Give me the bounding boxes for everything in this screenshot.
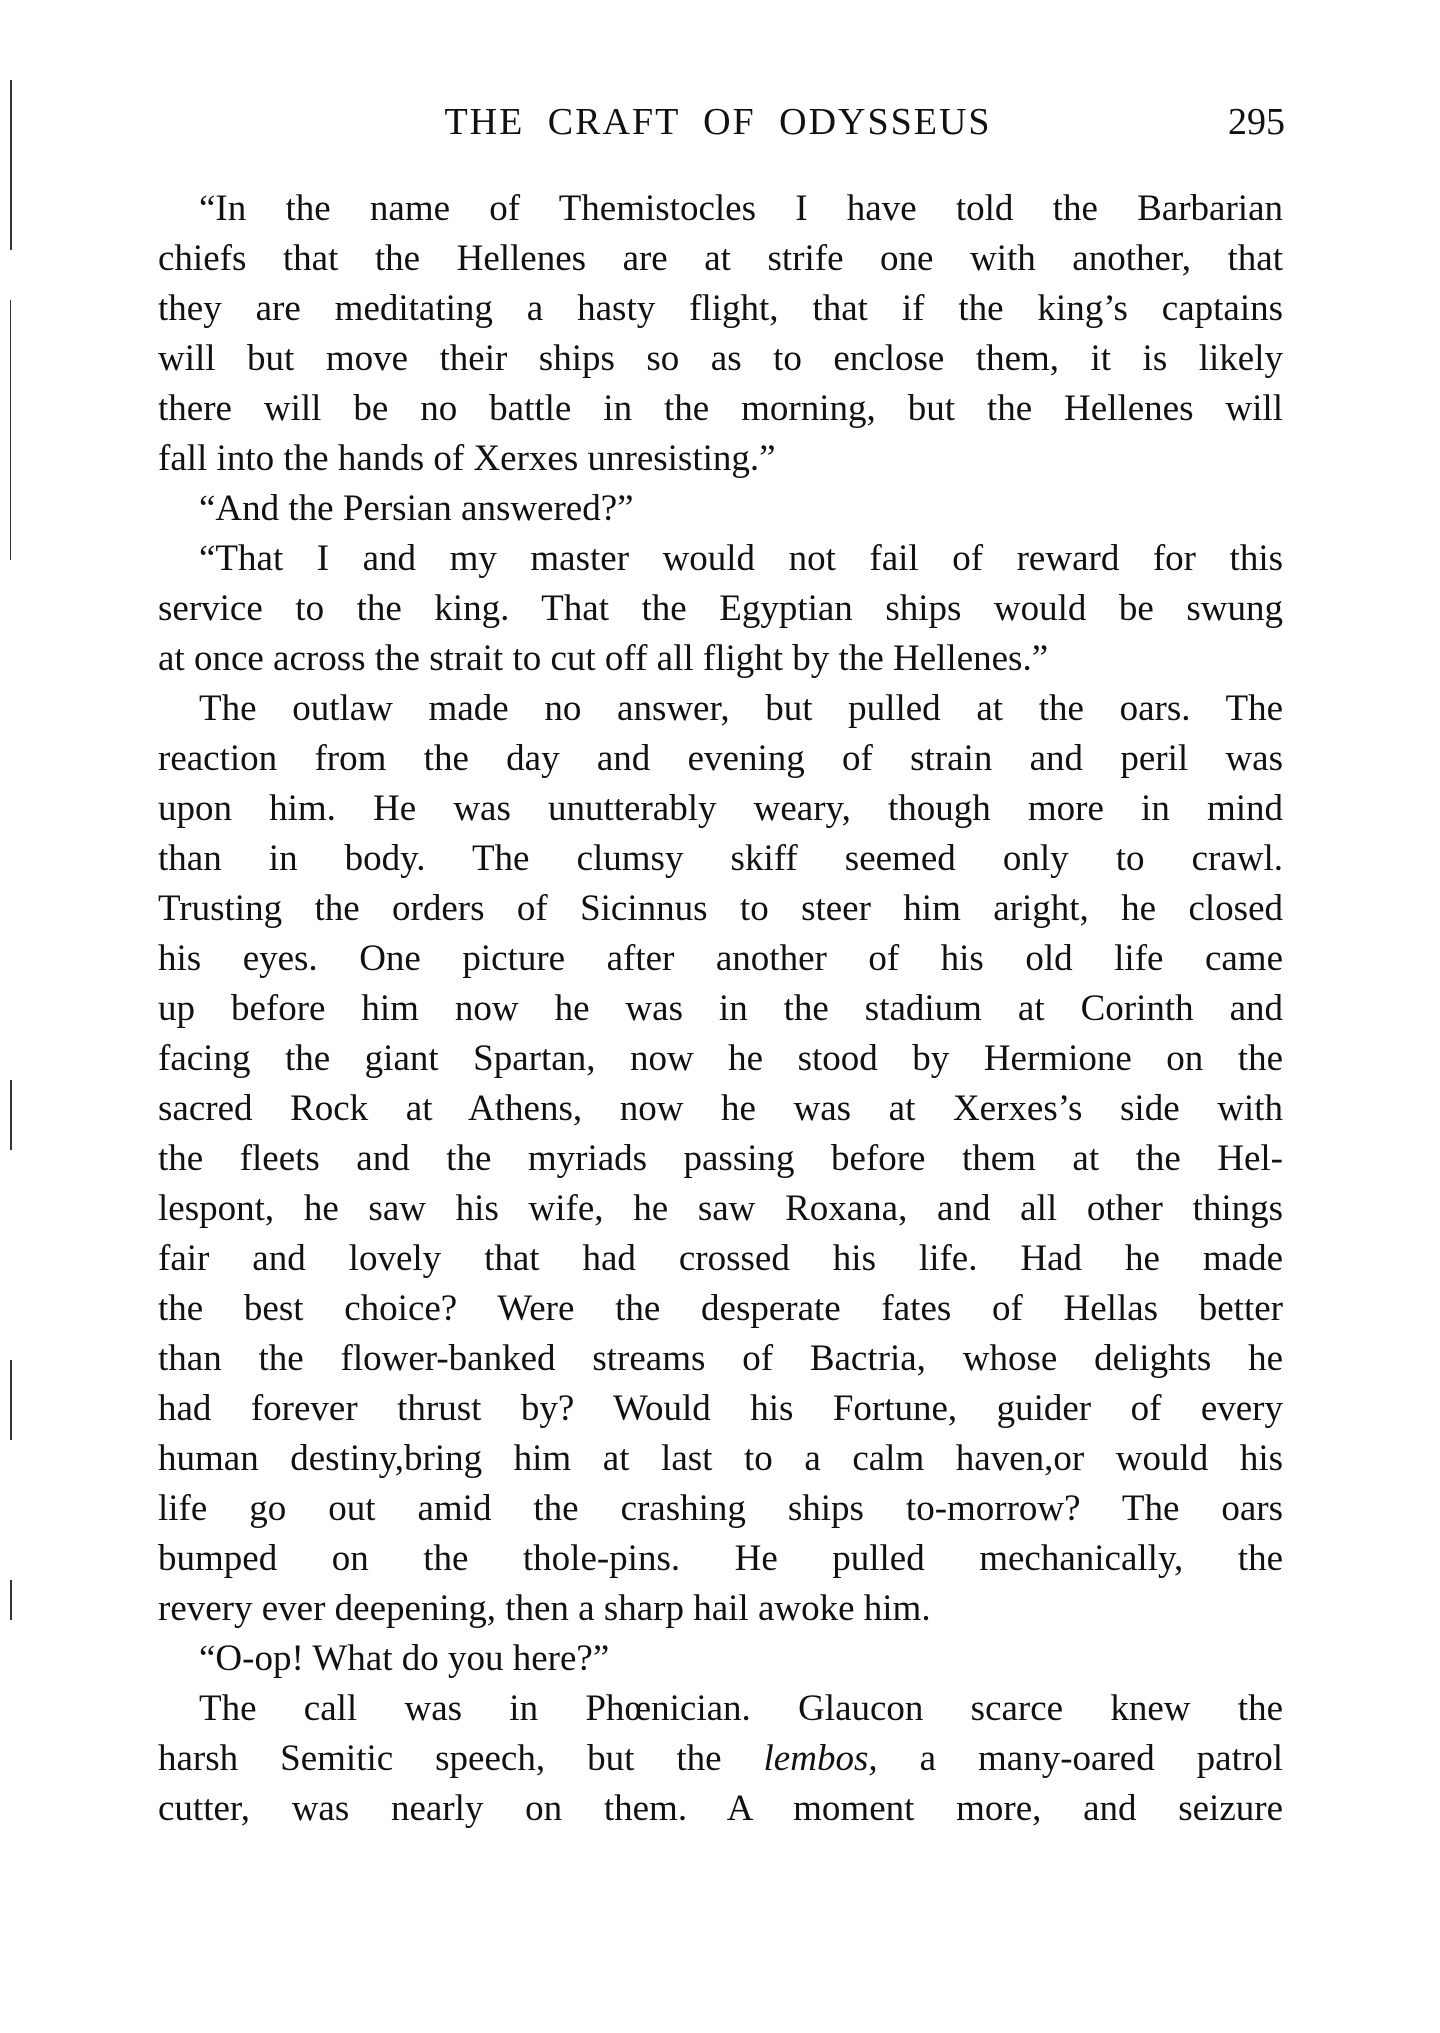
text-line: the fleets and the myriads passing before them at the Hel- bbox=[158, 1138, 1283, 1179]
scan-margin-mark bbox=[10, 300, 11, 560]
text-line: life go out amid the crashing ships to-morrow? The oars bbox=[158, 1488, 1283, 1529]
text-line: “O-op! What do you here?” bbox=[199, 1638, 610, 1679]
text-line: facing the giant Spartan, now he stood by Hermione on the bbox=[158, 1038, 1283, 1079]
text-line: Trusting the orders of Sicinnus to steer him aright, he closed bbox=[158, 888, 1283, 929]
text-line bbox=[158, 1734, 1283, 1784]
text-line: there will be no battle in the morning, but the Hellenes will bbox=[158, 388, 1283, 429]
text-line: than the flower-banked streams of Bactria, whose delights he bbox=[158, 1338, 1283, 1379]
text-segment: a many-oared patrol bbox=[877, 1738, 1283, 1779]
text-line: the best choice? Were the desperate fates of Hellas better bbox=[158, 1288, 1283, 1329]
text-line: human destiny,bring him at last to a calm haven,or would his bbox=[158, 1438, 1283, 1479]
text-line: they are meditating a hasty flight, that if the king’s captains bbox=[158, 288, 1283, 329]
text-line: reaction from the day and evening of strain and peril was bbox=[158, 738, 1283, 779]
text-line: service to the king. That the Egyptian ships would be swung bbox=[158, 588, 1283, 629]
text-line: at once across the strait to cut off all flight by the Hellenes.” bbox=[158, 638, 1049, 679]
text-line: sacred Rock at Athens, now he was at Xerxes’s side with bbox=[158, 1088, 1283, 1129]
scan-margin-mark bbox=[10, 1580, 12, 1620]
italic-word: lembos, bbox=[763, 1738, 878, 1779]
text-line: his eyes. One picture after another of his old life came bbox=[158, 938, 1283, 979]
text-line: The call was in Phœnician. Glaucon scarce knew the bbox=[199, 1688, 1283, 1729]
scan-margin-mark bbox=[10, 1080, 12, 1150]
text-line: “In the name of Themistocles I have told the Barbarian bbox=[199, 188, 1283, 229]
text-line: bumped on the thole-pins. He pulled mechanically, the bbox=[158, 1538, 1283, 1579]
scan-margin-mark bbox=[10, 80, 12, 250]
text-line: than in body. The clumsy skiff seemed only to crawl. bbox=[158, 838, 1283, 879]
text-line: fair and lovely that had crossed his life. Had he made bbox=[158, 1238, 1283, 1279]
text-line: chiefs that the Hellenes are at strife one with another, that bbox=[158, 238, 1283, 279]
text-line: revery ever deepening, then a sharp hail awoke him. bbox=[158, 1588, 931, 1629]
text-line: The outlaw made no answer, but pulled at the oars. The bbox=[199, 688, 1283, 729]
text-line: cutter, was nearly on them. A moment more, and seizure bbox=[158, 1788, 1283, 1829]
text-line: had forever thrust by? Would his Fortune, guider of every bbox=[158, 1388, 1283, 1429]
running-title: THE CRAFT OF ODYSSEUS bbox=[444, 101, 992, 143]
text-line: “That I and my master would not fail of reward for this bbox=[199, 538, 1283, 579]
text-line: up before him now he was in the stadium at Corinth and bbox=[158, 988, 1283, 1029]
text-line: “And the Persian answered?” bbox=[199, 488, 634, 529]
text-segment: harsh Semitic speech, but the bbox=[158, 1738, 764, 1779]
text-line: lespont, he saw his wife, he saw Roxana, and all other things bbox=[158, 1188, 1283, 1229]
text-line: upon him. He was unutterably weary, though more in mind bbox=[158, 788, 1283, 829]
scan-margin-mark bbox=[10, 1360, 12, 1440]
text-line: will but move their ships so as to enclose them, it is likely bbox=[158, 338, 1283, 379]
text-line: fall into the hands of Xerxes unresisting.” bbox=[158, 438, 776, 479]
page-number: 295 bbox=[1228, 101, 1285, 143]
